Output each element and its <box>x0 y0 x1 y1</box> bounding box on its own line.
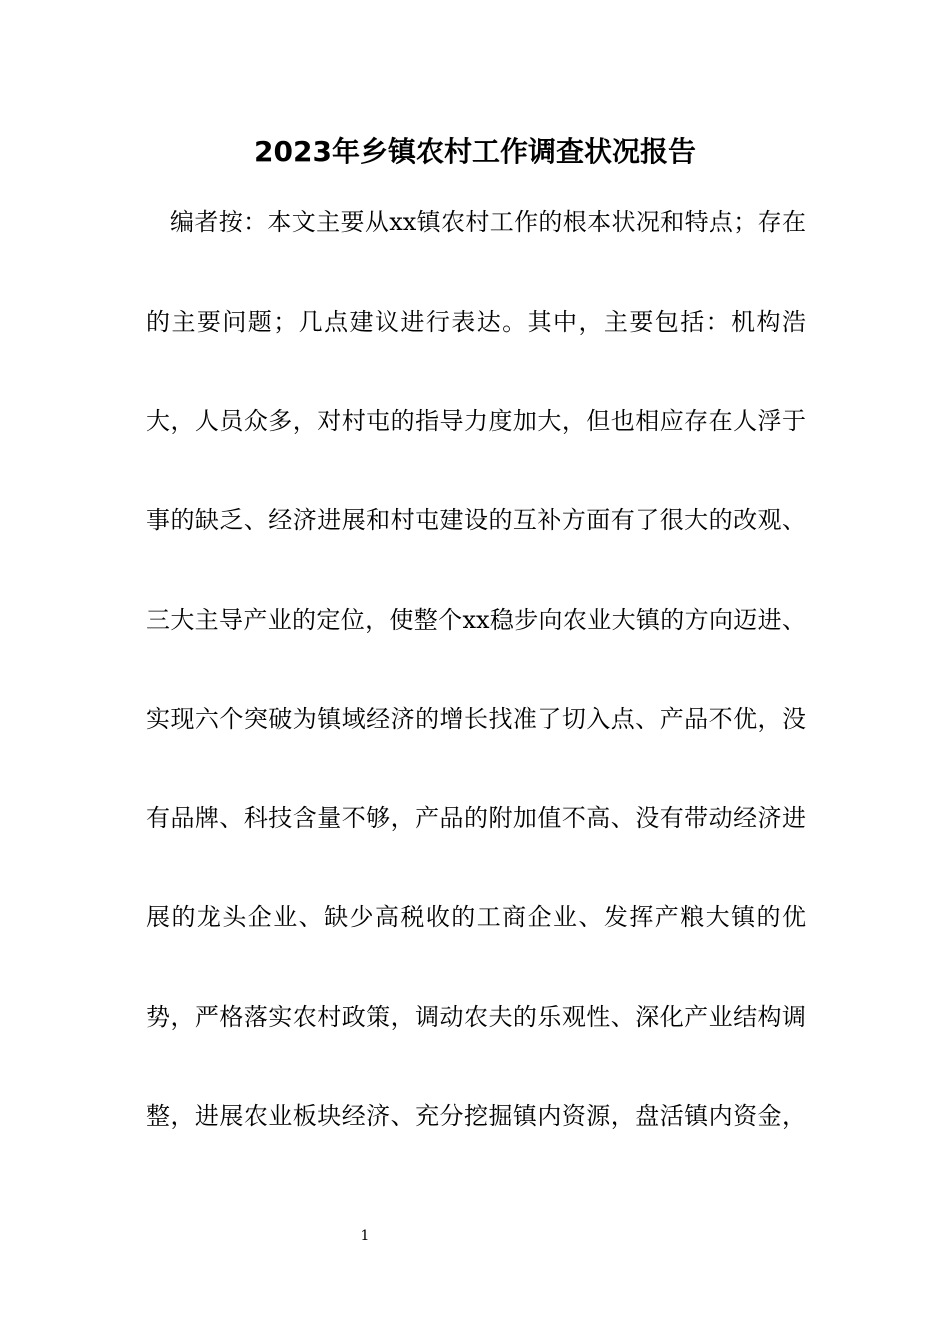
body-line: 大，人员众多，对村屯的指导力度加大，但也相应存在人浮于 <box>146 407 806 435</box>
body-line: 有品牌、科技含量不够，产品的附加值不高、没有带动经济进 <box>146 804 806 832</box>
body-line: 事的缺乏、经济进展和村屯建设的互补方面有了很大的改观、 <box>146 506 806 534</box>
body-line: 势，严格落实农村政策，调动农夫的乐观性、深化产业结构调 <box>146 1003 806 1031</box>
body-line: 编者按：本文主要从xx镇农村工作的根本状况和特点；存在 <box>170 208 806 236</box>
body-line: 三大主导产业的定位，使整个xx稳步向农业大镇的方向迈进、 <box>146 606 806 634</box>
body-line: 实现六个突破为镇域经济的增长找准了切入点、产品不优，没 <box>146 705 806 733</box>
body-line: 展的龙头企业、缺少高税收的工商企业、发挥产粮大镇的优 <box>146 903 806 931</box>
body-line: 的主要问题；几点建议进行表达。其中，主要包括：机构浩 <box>146 308 806 336</box>
body-line: 整，进展农业板块经济、充分挖掘镇内资源，盘活镇内资金， <box>146 1102 806 1130</box>
document-title: 2023年乡镇农村工作调查状况报告 <box>254 135 696 168</box>
page-number: 1 <box>360 1228 370 1244</box>
